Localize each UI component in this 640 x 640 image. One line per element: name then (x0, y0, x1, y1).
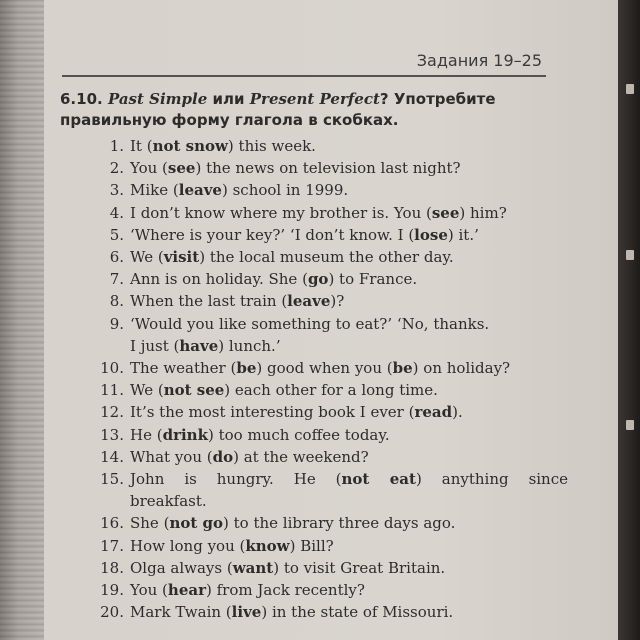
sentence-fragment: ) too much coffee today. (207, 425, 390, 444)
sentence-fragment: ) to the library three days ago. (223, 514, 456, 533)
edge-mark (626, 84, 634, 94)
verb-hint: live (231, 603, 262, 622)
item-text (130, 290, 568, 312)
sentence-fragment: ) in the state of Missouri. (261, 603, 454, 622)
item-number: 9. (109, 314, 124, 333)
sentence-fragment: ) from Jack recently? (206, 581, 365, 600)
sentence-fragment: I don’t know where my brother is. You ( (130, 203, 432, 222)
list-item (80, 579, 568, 601)
item-text (130, 468, 568, 490)
item-text (130, 246, 568, 268)
verb-hint: drink (162, 425, 208, 444)
sentence-fragment: We ( (130, 381, 164, 400)
sentence-fragment: ) to France. (328, 270, 418, 289)
tense-a: Past Simple (107, 90, 208, 108)
verb-hint: know (245, 536, 290, 555)
item-number: 6. (109, 248, 124, 267)
list-item (80, 601, 568, 623)
item-number: 5. (109, 225, 124, 244)
item-text (130, 313, 568, 335)
instruction-line2: правильную форму глагола в скобках. (60, 111, 399, 129)
list-item (80, 290, 568, 312)
sentence-fragment: ) him? (459, 203, 507, 222)
verb-hint: see (167, 159, 196, 178)
verb-hint: not eat (341, 470, 416, 489)
sentence-fragment: Mike ( (130, 181, 179, 200)
sentence-fragment: What you ( (130, 447, 213, 466)
page-header-title: Задания 19–25 (416, 51, 542, 70)
list-item (80, 446, 568, 468)
item-text (130, 202, 568, 224)
list-item (80, 224, 568, 246)
item-number: 19. (100, 581, 124, 600)
sentence-fragment: ) Bill? (289, 536, 334, 555)
item-number: 11. (100, 381, 124, 400)
item-number: 8. (109, 292, 124, 311)
sentence-fragment: When the last train ( (130, 292, 288, 311)
item-number: 2. (109, 159, 124, 178)
exercise-number: 6.10. (60, 90, 103, 108)
item-number: 14. (100, 447, 124, 466)
verb-hint: see (431, 203, 460, 222)
list-item (80, 401, 568, 423)
sentence-fragment: I just ( (130, 336, 180, 355)
edge-mark (626, 420, 634, 430)
sentence-fragment: How long you ( (130, 536, 246, 555)
item-text (130, 357, 568, 379)
item-text (130, 557, 568, 579)
sentence-fragment: breakfast. (130, 492, 207, 511)
sentence-fragment: It’s the most interesting book I ever ( (130, 403, 415, 422)
item-number: 16. (100, 514, 124, 533)
item-number: 18. (100, 558, 124, 577)
verb-hint: not go (169, 514, 223, 533)
sentence-fragment: Mark Twain ( (130, 603, 232, 622)
edge-mark (626, 250, 634, 260)
instruction-line1-end: ? Употребите (379, 90, 496, 108)
sentence-fragment: She ( (130, 514, 170, 533)
item-number: 7. (109, 270, 124, 289)
item-number: 17. (100, 536, 124, 555)
sentence-fragment: ) the local museum the other day. (199, 248, 454, 267)
sentence-fragment: )? (330, 292, 345, 311)
verb-hint: lose (414, 225, 448, 244)
item-text (130, 179, 568, 201)
item-number: 4. (109, 203, 124, 222)
verb-hint: go (307, 270, 329, 289)
list-item (80, 379, 568, 401)
sentence-fragment: ) lunch.’ (218, 336, 281, 355)
verb-hint: leave (178, 181, 222, 200)
connector: или (212, 90, 245, 108)
verb-hint: do (212, 447, 234, 466)
item-number: 1. (109, 137, 124, 155)
verb-hint: read (414, 403, 453, 422)
list-item (80, 357, 568, 379)
verb-hint: not see (163, 381, 225, 400)
sentence-fragment: ‘Where is your key?’ ‘I don’t know. I ( (130, 225, 415, 244)
item-text (130, 601, 568, 623)
item-text (130, 379, 568, 401)
sentence-fragment: ‘Would you like something to eat?’ ‘No, thanks. (130, 314, 490, 333)
sentence-fragment: Olga always ( (130, 558, 233, 577)
item-text (130, 446, 568, 468)
item-text (130, 224, 568, 246)
list-item (80, 535, 568, 557)
item-number: 12. (100, 403, 124, 422)
list-item (80, 512, 568, 534)
verb-hint: be (236, 359, 257, 378)
sentence-fragment: ) this week. (227, 137, 316, 155)
list-item (80, 246, 568, 268)
sentence-fragment: It ( (130, 137, 153, 155)
verb-hint: have (179, 336, 219, 355)
verb-hint: be (392, 359, 413, 378)
book-binding-shadow (0, 0, 44, 640)
list-item (80, 157, 568, 179)
sentence-fragment: ) each other for a long time. (224, 381, 438, 400)
sentence-fragment: ) to visit Great Britain. (273, 558, 446, 577)
item-number: 10. (100, 359, 124, 378)
header-rule (62, 75, 546, 77)
list-item (80, 557, 568, 579)
item-text (130, 512, 568, 534)
list-item (80, 424, 568, 446)
sentence-fragment: ). (452, 403, 463, 422)
verb-hint: want (232, 558, 274, 577)
item-text (130, 268, 568, 290)
list-item (80, 135, 568, 157)
sentence-fragment: You ( (130, 159, 168, 178)
list-item (80, 202, 568, 224)
sentence-fragment: Ann is on holiday. She ( (130, 270, 308, 289)
verb-hint: not snow (152, 137, 228, 155)
item-text (130, 401, 568, 423)
verb-hint: leave (287, 292, 331, 311)
sentence-fragment: ) anything since (415, 470, 568, 489)
item-text (130, 579, 568, 601)
list-item (80, 468, 568, 490)
exercise-items-list (80, 135, 568, 623)
list-item (80, 313, 568, 335)
item-number: 20. (100, 603, 124, 622)
sentence-fragment: ) at the weekend? (233, 447, 369, 466)
sentence-fragment: You ( (130, 581, 168, 600)
sentence-fragment: He ( (130, 425, 163, 444)
item-text (130, 157, 568, 179)
item-continuation (80, 335, 568, 357)
item-number: 3. (109, 181, 124, 200)
sentence-fragment: We ( (130, 248, 164, 267)
exercise-heading (60, 89, 570, 131)
verb-hint: visit (163, 248, 200, 267)
sentence-fragment: The weather ( (130, 359, 237, 378)
item-continuation (80, 490, 568, 512)
sentence-fragment: John is hungry. He ( (130, 470, 342, 489)
sentence-fragment: ) good when you ( (256, 359, 393, 378)
sentence-fragment: ) school in 1999. (221, 181, 349, 200)
list-item (80, 268, 568, 290)
sentence-fragment: ) the news on television last night? (195, 159, 461, 178)
verb-hint: hear (167, 581, 206, 600)
sentence-fragment: ) on holiday? (412, 359, 511, 378)
item-text (130, 135, 568, 157)
item-number: 15. (100, 470, 124, 489)
item-text (130, 424, 568, 446)
tense-b: Present Perfect (249, 90, 380, 108)
item-number: 13. (100, 425, 124, 444)
sentence-fragment: ) it.’ (447, 225, 479, 244)
page-edge (618, 0, 640, 640)
item-text (130, 535, 568, 557)
list-item (80, 179, 568, 201)
